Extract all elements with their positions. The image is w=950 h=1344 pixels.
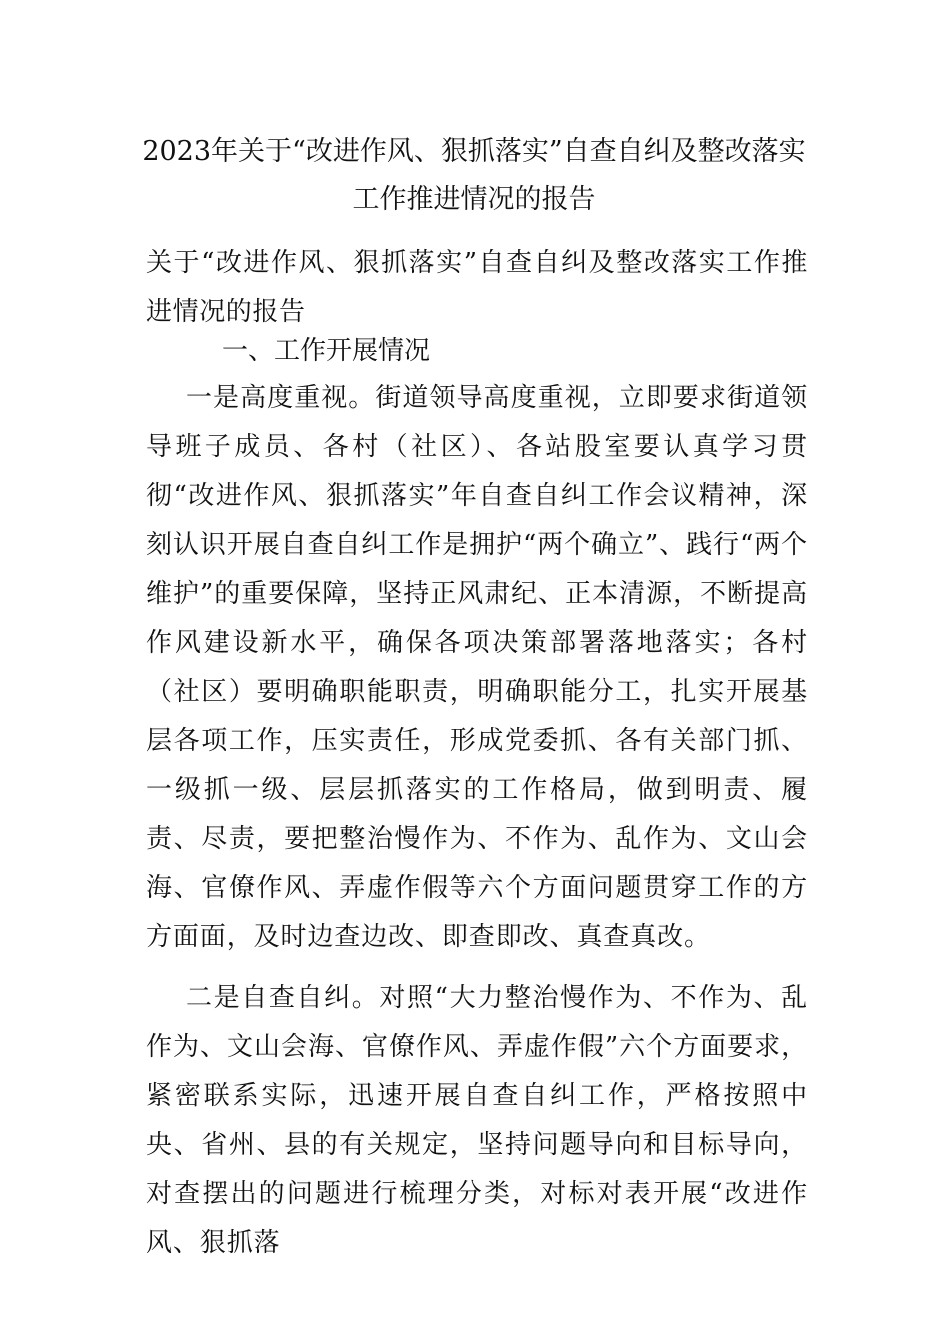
document-title-line-1: 2023年关于“改进作风、狠抓落实”自查自纠及整改落实	[142, 136, 806, 167]
paragraph-1: 一是高度重视。街道领导高度重视，立即要求街道领导班子成员、各村（社区）、各站股室要认真学习贯彻“改进作风、狠抓落实”年自查自纠工作会议精神，深刻认识开展自查自纠工作是拥护“两个确立”、践行“两个维护”的重要保障，坚持正风肃纪、正本清源，不断提高作风建设新水平，确保各项决策部署落地落实；各村（社区）要明确职能职责，明确职能分工，扎实开展基层各项工作，压实责任，形成党委抓、各有关部门抓、一级抓一级、层层抓落实的工作格局，做到明责、履责、尽责，要把整治慢作为、不作为、乱作为、文山会海、官僚作风、弄虚作假等六个方面问题贯穿工作的方方面面，及时边查边改、即查即改、真查真改。	[146, 383, 808, 952]
document-title-line-2: 工作推进情况的报告	[352, 184, 596, 215]
document-subtitle: 关于“改进作风、狠抓落实”自查自纠及整改落实工作推进情况的报告	[146, 248, 808, 327]
paragraph-2: 二是自查自纠。对照“大力整治慢作为、不作为、乱作为、文山会海、官僚作风、弄虚作假”六个方面要求，紧密联系实际，迅速开展自查自纠工作，严格按照中央、省州、县的有关规定，坚持问题导向和目标导向，对查摆出的问题进行梳理分类，对标对表开展“改进作风、狠抓落	[146, 983, 808, 1258]
section-heading: 一、工作开展情况	[222, 336, 431, 366]
